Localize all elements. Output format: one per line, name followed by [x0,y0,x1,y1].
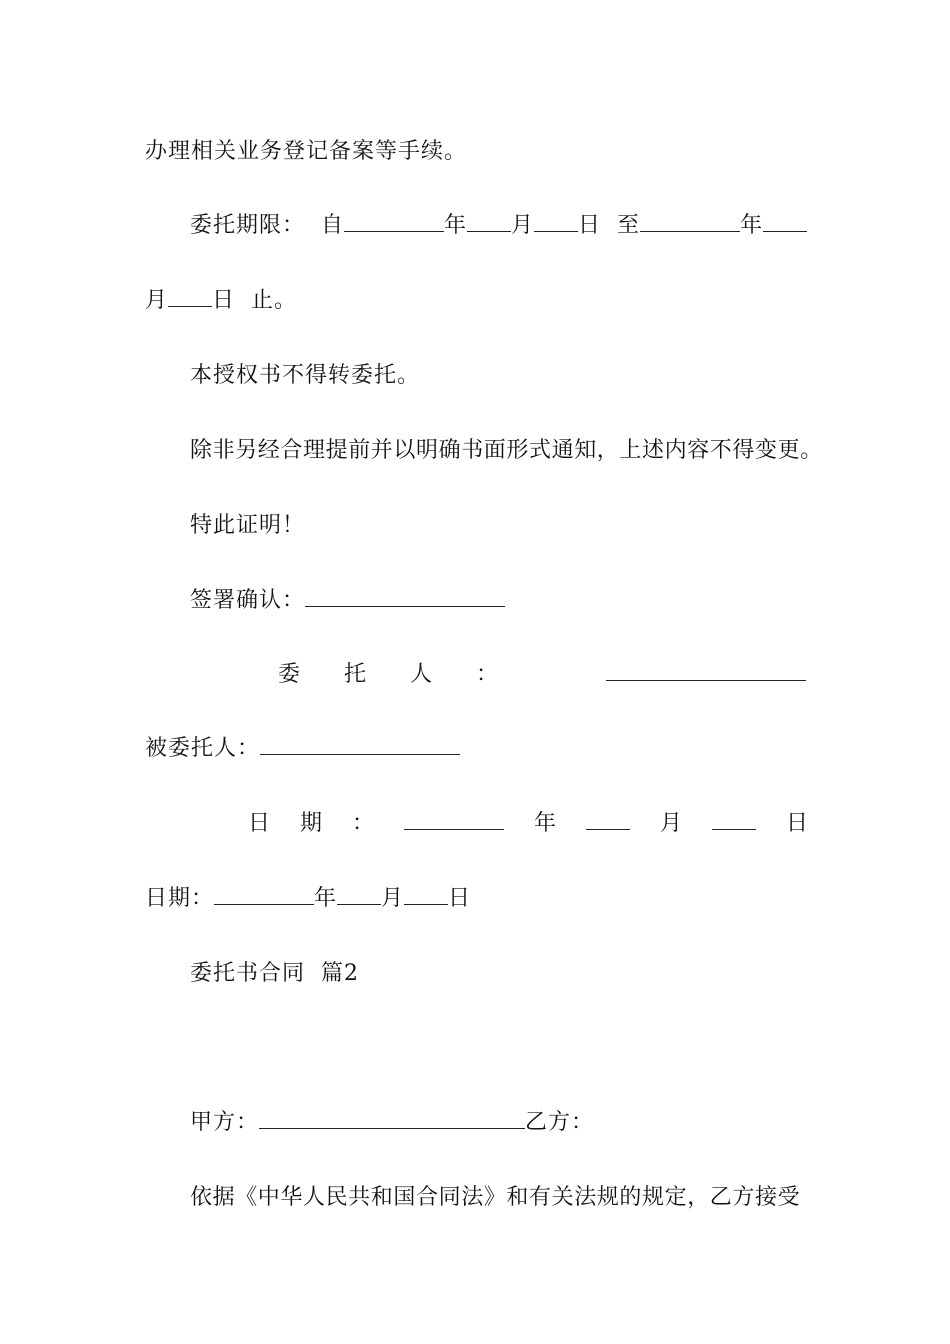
party-a-blank[interactable] [259,1108,525,1129]
month-label: 月 [659,811,682,836]
principal-blank[interactable] [606,660,806,681]
principal-char: 人 [409,662,432,687]
agent-blank[interactable] [260,734,460,755]
to-label: 至 [617,213,641,238]
date-label: 日期： [145,886,215,911]
start-month-blank[interactable] [467,211,511,232]
year-label: 年 [314,886,338,911]
principal-char: ： [475,662,498,687]
day-label: 日 [212,288,236,313]
date2-year-blank[interactable] [214,884,314,905]
sign-blank[interactable] [305,586,505,607]
party-a-label: 甲方： [190,1110,260,1135]
date2-day-blank[interactable] [404,884,448,905]
term-end-line [145,286,297,316]
principal-label [278,660,498,690]
day-label: 日 [785,811,808,836]
text-line-procedures: 办理相关业务登记备案等手续。 [145,139,468,164]
text-line-no-change: 除非另经合理提前并以明确书面形式通知，上述内容不得变更。 [190,438,823,463]
end-month-blank[interactable] [763,211,807,232]
date-char: 日 [248,811,271,836]
date-line [145,884,471,914]
agent-label: 被委托人： [145,736,261,761]
date-justified-line [248,809,808,839]
start-day-blank[interactable] [534,211,578,232]
year-label: 年 [444,213,468,238]
date-day-blank[interactable] [712,809,756,830]
sign-label: 签署确认： [190,588,306,613]
principal-blank-wrap [606,660,806,690]
year-label: 年 [533,811,556,836]
text-line-no-transfer: 本授权书不得转委托。 [190,363,421,388]
text-line-basis: 依据《中华人民共和国合同法》和有关法规的规定，乙方接受 [190,1185,801,1210]
date2-month-blank[interactable] [337,884,381,905]
month-label: 月 [145,288,169,313]
text-line-certify: 特此证明！ [190,513,306,538]
end-day-blank[interactable] [168,286,212,307]
date-char: ： [352,811,375,836]
day-label: 日 [578,213,602,238]
principal-char: 托 [343,662,366,687]
date-char: 期 [300,811,323,836]
start-year-blank[interactable] [344,211,444,232]
principal-char: 委 [278,662,301,687]
contract-title: 委托书合同 篇2 [190,961,359,986]
end-label: 止。 [251,288,298,313]
month-label: 月 [381,886,405,911]
term-label: 委托期限： 自 [190,213,344,238]
date-year-blank[interactable] [404,809,504,830]
month-label: 月 [511,213,535,238]
end-year-blank[interactable] [640,211,740,232]
year-label: 年 [740,213,764,238]
date-month-blank[interactable] [586,809,630,830]
day-label: 日 [448,886,472,911]
parties-line [190,1108,594,1138]
agent-line [145,734,460,764]
party-b-label: 乙方： [525,1110,595,1135]
term-line [190,211,807,241]
sign-line [190,586,505,616]
